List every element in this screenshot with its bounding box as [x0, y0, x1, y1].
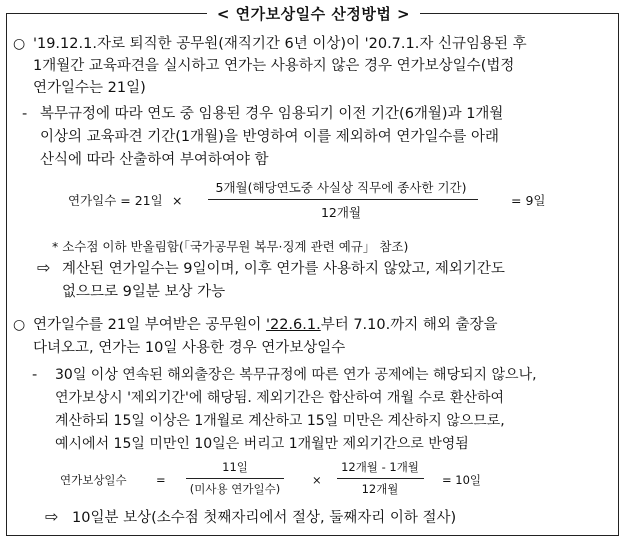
section1-line-1: '19.12.1.자로 퇴직한 공무원(재직기간 6년 이상)이 '20.7.1.자 신규임용된 후 [33, 36, 527, 52]
section2-sub-line-4: 예시에서 15일 미만인 10일은 버리고 1개월만 제외기간으로 반영됨 [55, 436, 469, 452]
section1-sub-line-1: 복무규정에 따라 연도 중 임용된 경우 임용되기 이전 기간(6개월)과 1개월 [40, 106, 504, 122]
section1-sub-dash: - [22, 106, 28, 122]
section1-bullet: ○ [13, 36, 26, 52]
formula2-num1: 11일 [222, 460, 248, 474]
section2-sub-line-1: 30일 이상 연속된 해외출장은 복무규정에 따른 연가 공제에는 해당되지 않으나, [55, 367, 537, 383]
formula1-numerator: 5개월(해당연도중 사실상 직무에 종사한 기간) [215, 180, 467, 195]
section1-sub-line-2: 이상의 교육파견 기간(1개월)을 반영하여 이를 제외하여 연가일수를 아래 [40, 129, 500, 145]
page-title: < 연가보상일수 산정방법 > [207, 5, 420, 23]
section2-line-2: 다녀오고, 연가는 10일 사용한 경우 연가보상일수 [33, 340, 346, 356]
formula2-eq: = [156, 473, 166, 487]
formula2-num2: 12개월 - 1개월 [341, 460, 419, 474]
section1-arrow-icon: ⇨ [37, 258, 51, 277]
section2-arrow-icon: ⇨ [45, 507, 59, 526]
formula2-times: × [312, 473, 322, 487]
formula2-result: = 10일 [442, 473, 482, 487]
section2-bullet: ○ [13, 317, 26, 333]
section1-line-2: 1개월간 교육파견을 실시하고 연가는 사용하지 않은 경우 연가보상일수(법정 [33, 58, 515, 74]
formula2-lhs: 연가보상일수 [60, 473, 127, 487]
section2-sub-line-3: 계산하되 15일 이상은 1개월로 계산하고 15일 미만은 계산하지 않으므로, [55, 413, 505, 429]
section1-line-3: 연가일수는 21일) [33, 80, 146, 96]
formula1-denominator: 12개월 [320, 205, 362, 220]
section2-sub-line-2: 연가보상시 '제외기간'에 해당됨. 제외기간은 합산하여 개월 수로 환산하여 [55, 390, 505, 406]
section1-note: * 소수점 이하 반올림함(「국가공무원 복무·징계 관련 예규」 참조) [52, 239, 409, 254]
formula2-den2: 12개월 [361, 482, 399, 496]
formula1-times: × [172, 193, 183, 208]
formula2-den1: (미사용 연가일수) [189, 482, 281, 496]
formula1-lhs: 연가일수 = 21일 [68, 193, 163, 208]
section2-line-1: 연가일수를 21일 부여받은 공무원이 '22.6.1.부터 7.10.까지 해외 출장을 [33, 317, 498, 333]
formula1-fraction-bar [208, 199, 478, 200]
section2-conclusion: 10일분 보상(소수점 첫째자리에서 절상, 둘째자리 이하 절사) [72, 510, 457, 526]
section2-sub-dash: - [32, 367, 38, 383]
formula1-result: = 9일 [511, 193, 546, 208]
underlined-date: '22.6.1. [265, 317, 321, 333]
title-bar [0, 3, 627, 24]
section1-sub-line-3: 산식에 따라 산출하여 부여하여야 함 [40, 152, 269, 168]
section1-conclusion-2: 없으므로 9일분 보상 가능 [62, 284, 226, 300]
section1-conclusion-1: 계산된 연가일수는 9일이며, 이후 연가를 사용하지 않았고, 제외기간도 [62, 261, 505, 277]
formula2-fraction-bar-1 [186, 478, 284, 479]
formula2-fraction-bar-2 [337, 478, 424, 479]
